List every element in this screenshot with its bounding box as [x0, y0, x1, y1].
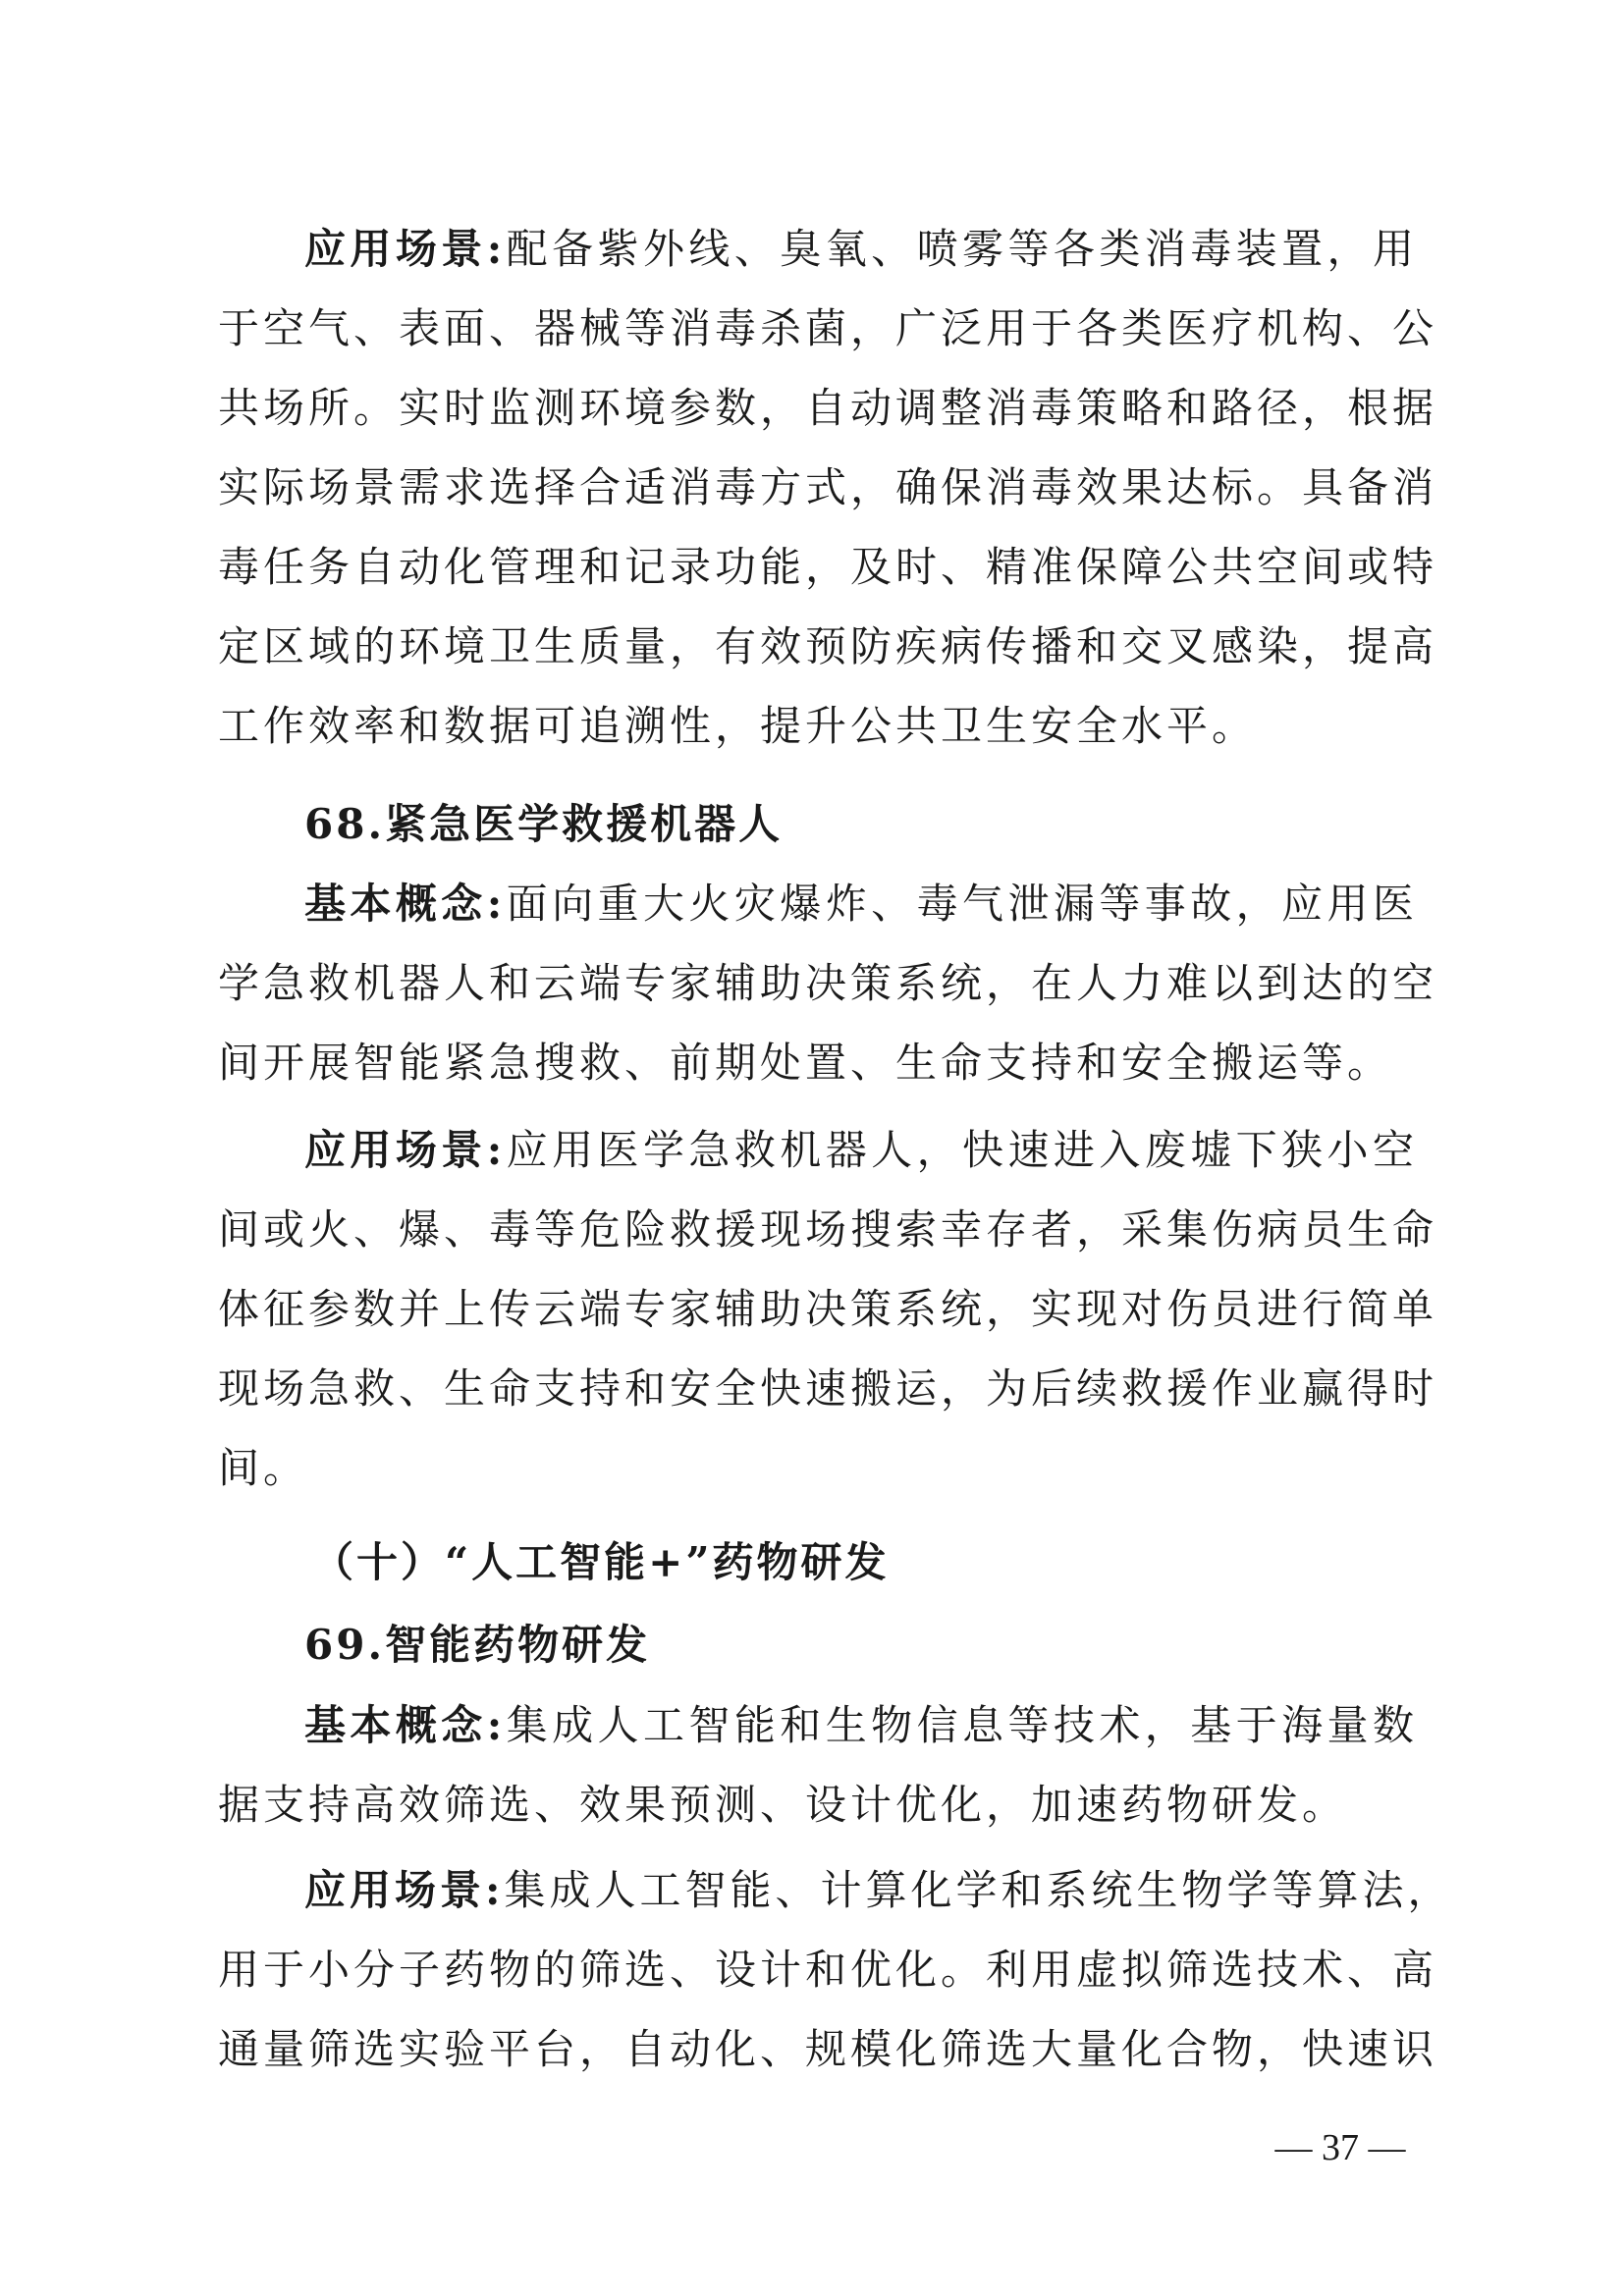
paragraph-lead-label: 应用场景:: [304, 1866, 505, 1914]
item-heading-68: 68.紧急医学救援机器人: [304, 800, 784, 848]
paragraph-line: [304, 208, 1418, 291]
paragraph-line: 间开展智能紧急搜救、前期处置、生命支持和安全搬运等。: [218, 1039, 1393, 1087]
paragraph-line: 间或火、爆、毒等危险救援现场搜索幸存者，采集伤病员生命: [218, 1205, 1438, 1254]
paragraph-line: 据支持高效筛选、效果预测、设计优化，加速药物研发。: [218, 1781, 1348, 1829]
paragraph-line: 实际场景需求选择合适消毒方式，确保消毒效果达标。具备消: [218, 463, 1438, 511]
paragraph-line: 体征参数并上传云端专家辅助决策系统，实现对伤员进行简单: [218, 1285, 1438, 1333]
paragraph-text: 集成人工智能、计算化学和系统生物学等算法，: [504, 1866, 1453, 1914]
paragraph-line: 学急救机器人和云端专家辅助决策系统，在人力难以到达的空: [218, 959, 1438, 1007]
paragraph-line: 现场急救、生命支持和安全快速搬运，为后续救援作业赢得时: [218, 1364, 1438, 1413]
page-number: — 37 —: [1274, 2127, 1406, 2168]
paragraph-line: 通量筛选实验平台，自动化、规模化筛选大量化合物，快速识: [218, 2025, 1438, 2073]
paragraph-line: 定区域的环境卫生质量，有效预防疾病传播和交叉感染，提高: [218, 622, 1438, 670]
paragraph-line: [304, 1109, 1418, 1192]
paragraph-text: 集成人工智能和生物信息等技术，基于海量数: [506, 1701, 1418, 1749]
paragraph-line: 共场所。实时监测环境参数，自动调整消毒策略和路径，根据: [218, 384, 1438, 432]
paragraph-line: 间。: [218, 1444, 309, 1492]
paragraph-line: [304, 863, 1418, 945]
paragraph-line: 工作效率和数据可追溯性，提升公共卫生安全水平。: [218, 702, 1258, 750]
paragraph-text: 应用医学急救机器人，快速进入废墟下狭小空: [506, 1126, 1418, 1174]
paragraph-lead-label: 基本概念:: [304, 880, 507, 928]
paragraph-line: 毒任务自动化管理和记录功能，及时、精准保障公共空间或特: [218, 543, 1438, 591]
paragraph-line: 于空气、表面、器械等消毒杀菌，广泛用于各类医疗机构、公: [218, 304, 1438, 352]
paragraph-text: 面向重大火灾爆炸、毒气泄漏等事故，应用医: [506, 880, 1418, 928]
paragraph-lead-label: 应用场景:: [304, 1126, 507, 1174]
paragraph-lead-label: 应用场景:: [304, 225, 507, 273]
item-heading-69: 69.智能药物研发: [304, 1621, 651, 1669]
paragraph-text: 配备紫外线、臭氧、喷雾等各类消毒装置，用: [506, 225, 1418, 273]
paragraph-line: 用于小分子药物的筛选、设计和优化。利用虚拟筛选技术、高: [218, 1946, 1438, 1994]
paragraph-lead-label: 基本概念:: [304, 1701, 507, 1749]
paragraph-line: [304, 1684, 1418, 1767]
section-heading: （十）“人工智能+”药物研发: [312, 1538, 890, 1586]
paragraph-line: [304, 1849, 1453, 1932]
